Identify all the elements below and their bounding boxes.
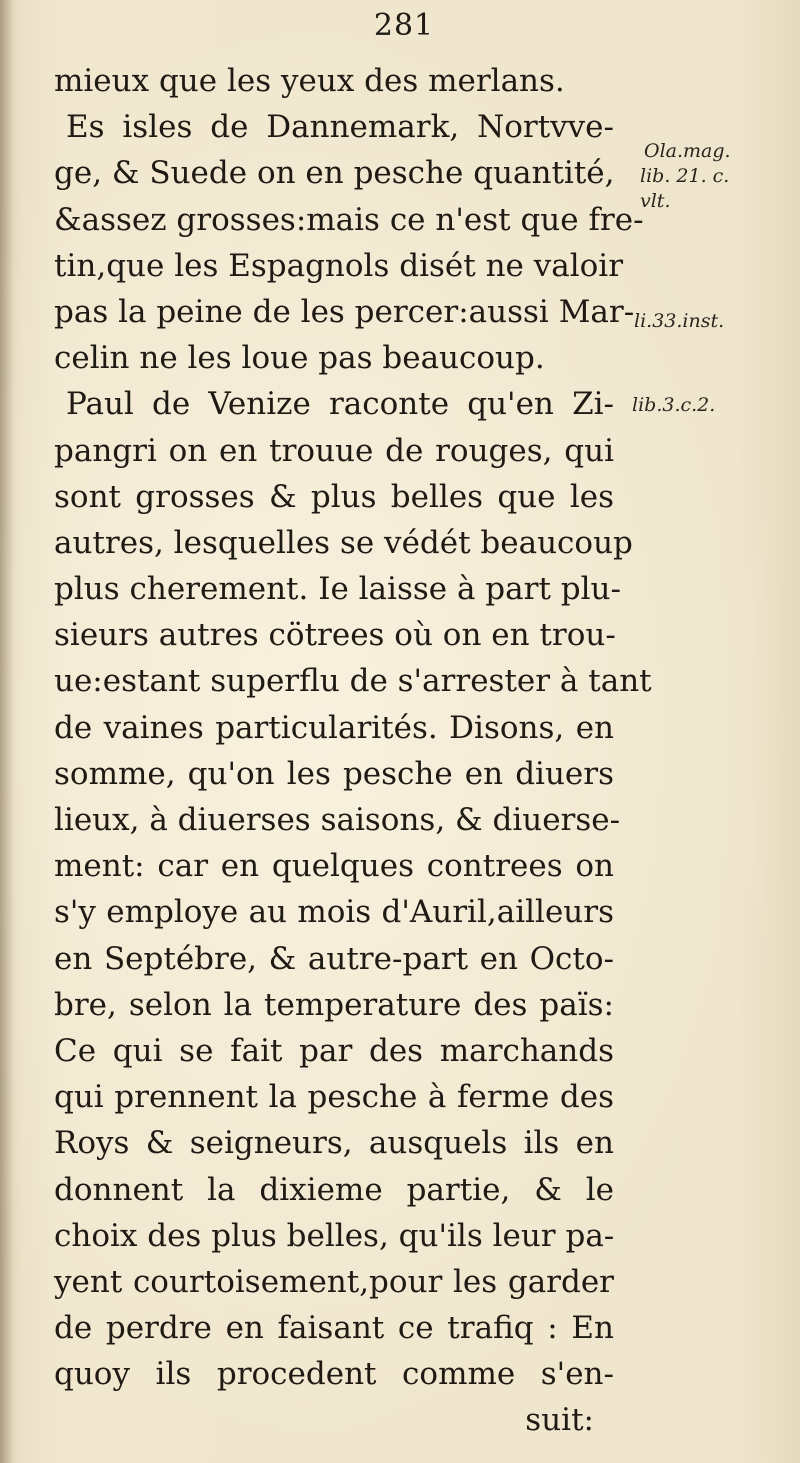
text-line: pangri on en trouue de rouges, qui [54, 432, 614, 469]
text-line: bre, selon la temperature des païs: [54, 986, 614, 1023]
text-line: s'y employe au mois d'Auril,ailleurs [54, 894, 614, 931]
margin-note: vlt. [640, 190, 671, 212]
margin-note: Ola.mag. [644, 140, 731, 162]
text-line: sont grosses & plus belles que les [54, 478, 614, 515]
text-line: de vaines particularités. Disons, en [54, 709, 614, 746]
text-line: ment: car en quelques contrees on [54, 848, 614, 885]
catchword: suit: [525, 1402, 594, 1439]
gutter-shadow [0, 0, 14, 1463]
text-line: ge, & Suede on en pesche quantité, [54, 155, 615, 192]
text-line: tin,que les Espagnols disét ne valoir [54, 247, 624, 284]
text-line: quoy ils procedent comme s'en- [54, 1356, 614, 1393]
text-line: sieurs autres cötrees où on en trou- [54, 617, 616, 654]
text-line: qui prennent la pesche à ferme des [54, 1079, 614, 1116]
text-line: lieux, à diuerses saisons, & diuerse- [54, 802, 621, 838]
text-line: donnent la dixieme partie, & le [54, 1171, 614, 1208]
text-line: en Septébre, & autre-part en Octo- [54, 940, 614, 977]
text-line: choix des plus belles, qu'ils leur pa- [54, 1217, 615, 1254]
text-line: de perdre en faisant ce trafiq : En [54, 1310, 614, 1347]
text-line: mieux que les yeux des merlans. [54, 63, 565, 99]
text-line: somme, qu'on les pesche en diuers [54, 755, 614, 792]
text-line: yent courtoisement,pour les garder [54, 1263, 614, 1300]
text-line: Es isles de Dannemark, Nortvve- [66, 109, 614, 146]
page-number: 281 [373, 8, 435, 43]
text-line: autres, lesquelles se védét beaucoup [54, 524, 633, 561]
body-text [54, 58, 652, 1444]
text-line: Paul de Venize raconte qu'en Zi- [66, 386, 614, 423]
text-line: pas la peine de les percer:aussi Mar- [54, 293, 635, 330]
text-line: Roys & seigneurs, ausquels ils en [54, 1125, 614, 1162]
text-line: Ce qui se fait par des marchands [54, 1032, 614, 1069]
margin-note: li.33.inst. [634, 310, 725, 332]
margin-note: lib. 21. c. [640, 165, 730, 187]
text-line: &assez grosses:mais ce n'est que fre- [54, 201, 644, 238]
text-line: celin ne les loue pas beaucoup. [54, 340, 545, 377]
margin-note: lib.3.c.2. [632, 394, 716, 416]
text-line: ue:estant superflu de s'arrester à tant [54, 663, 652, 700]
text-line: plus cherement. Ie laisse à part plu- [54, 571, 621, 608]
